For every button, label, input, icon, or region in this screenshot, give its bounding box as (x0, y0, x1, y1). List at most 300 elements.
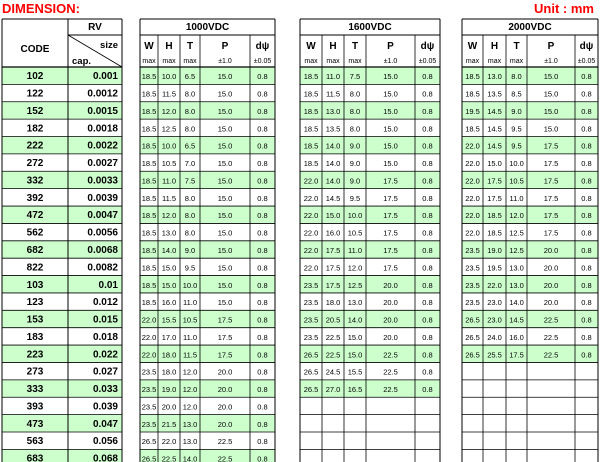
dimension-column-header: T (186, 41, 194, 52)
dimension-cell: 0.8 (257, 72, 268, 82)
tolerance-label: max (487, 58, 502, 65)
code-cell: 273 (26, 366, 44, 378)
code-cell: 682 (26, 244, 44, 256)
dimension-cell: 0.8 (422, 228, 433, 238)
dimension-cell: 10.5 (161, 159, 177, 169)
capacitance-cell: 0.018 (92, 331, 118, 343)
code-cell: 563 (26, 436, 44, 448)
dimension-cell: 15.0 (217, 263, 233, 273)
dimension-cell: 15.0 (217, 72, 233, 82)
dimension-cell: 0.8 (581, 193, 592, 203)
row-shade (140, 102, 275, 119)
dimension-cell: 9.0 (349, 141, 361, 151)
dimension-cell: 15.0 (383, 141, 398, 151)
dimension-column-header: P (221, 41, 229, 52)
dimension-cell: 22.0 (141, 315, 157, 325)
dimension-cell: 25.5 (487, 350, 502, 360)
row-shade (462, 206, 598, 223)
dimension-cell: 15.0 (543, 124, 559, 134)
dimension-cell: 11.0 (509, 193, 524, 203)
dimension-cell: 14.5 (325, 193, 341, 203)
dimension-cell: 18.5 (141, 106, 157, 116)
dimension-cell: 0.8 (422, 315, 433, 325)
tolerance-label: ±1.0 (544, 58, 558, 65)
dimension-cell: 17.5 (543, 193, 559, 203)
dimension-cell: 10.5 (182, 315, 198, 325)
dimension-cell: 0.8 (422, 350, 433, 360)
dimension-cell: 0.8 (257, 245, 268, 255)
code-cell: 182 (26, 123, 44, 135)
dimension-cell: 18.5 (141, 141, 157, 151)
dimension-cell: 18.0 (161, 367, 177, 377)
dimension-cell: 17.5 (325, 280, 341, 290)
dimension-cell: 0.8 (257, 402, 268, 412)
dimension-cell: 0.8 (257, 280, 268, 290)
dimension-cell: 0.8 (581, 159, 592, 169)
dimension-cell: 22.5 (161, 454, 177, 462)
dimension-cell: 6.5 (184, 141, 196, 151)
dimension-cell: 0.8 (257, 385, 268, 395)
dimension-cell: 15.0 (217, 193, 233, 203)
row-shade (462, 67, 598, 84)
dimension-cell: 0.8 (257, 106, 268, 116)
dimension-cell: 22.5 (383, 367, 398, 377)
dimension-cell: 18.5 (141, 211, 157, 221)
dimension-cell: 15.0 (487, 159, 502, 169)
capacitance-cell: 0.039 (92, 401, 118, 413)
dimension-cell: 24.5 (325, 367, 341, 377)
dimension-cell: 9.0 (184, 245, 196, 255)
dimension-cell: 12.5 (161, 124, 177, 134)
dimension-cell: 26.5 (465, 315, 480, 325)
row-shade (140, 276, 275, 293)
dimension-cell: 0.8 (422, 280, 433, 290)
tolerance-label: ±0.05 (253, 58, 272, 65)
dimension-column-header: dψ (255, 41, 270, 52)
dimension-cell: 0.8 (422, 263, 433, 273)
row-shade (140, 241, 275, 258)
dimension-cell: 10.5 (509, 176, 524, 186)
dimension-cell: 26.5 (303, 350, 319, 360)
dimension-cell: 18.5 (465, 124, 480, 134)
dimension-cell: 23.5 (465, 245, 480, 255)
dimension-cell: 15.0 (217, 298, 233, 308)
dimension-column-header: dψ (420, 41, 435, 52)
dimension-cell: 9.0 (511, 106, 522, 116)
dimension-cell: 7.5 (349, 72, 361, 82)
dimension-cell: 6.5 (184, 72, 196, 82)
tolerance-label: max (183, 58, 197, 65)
dimension-cell: 18.5 (303, 72, 319, 82)
dimension-cell: 0.8 (581, 263, 592, 273)
dimension-cell: 17.5 (325, 245, 341, 255)
row-shade (140, 380, 275, 397)
dimension-cell: 17.5 (383, 193, 398, 203)
row-shade (300, 67, 440, 84)
page-title: DIMENSION: (2, 1, 80, 16)
dimension-cell: 20.0 (217, 385, 233, 395)
tolerance-label: ±0.05 (577, 58, 596, 65)
dimension-cell: 10.0 (161, 141, 177, 151)
dimension-cell: 20.0 (543, 298, 559, 308)
capacitance-cell: 0.0082 (87, 262, 118, 274)
capacitance-cell: 0.027 (92, 366, 118, 378)
dimension-cell: 0.8 (581, 141, 592, 151)
dimension-cell: 13.5 (325, 124, 341, 134)
tolerance-label: max (142, 58, 156, 65)
dimension-cell: 23.5 (465, 298, 480, 308)
dimension-cell: 0.8 (422, 298, 433, 308)
dimension-cell: 18.5 (487, 228, 502, 238)
row-shade (140, 171, 275, 188)
dimension-cell: 22.0 (465, 159, 480, 169)
dimension-cell: 8.0 (184, 124, 196, 134)
dimension-cell: 0.8 (581, 350, 592, 360)
capacitance-cell: 0.033 (92, 384, 118, 396)
dimension-cell: 12.0 (182, 402, 198, 412)
dimension-cell: 18.5 (141, 228, 157, 238)
row-shade (300, 206, 440, 223)
dimension-cell: 12.0 (161, 211, 177, 221)
dimension-cell: 8.0 (349, 106, 361, 116)
capacitance-cell: 0.0056 (87, 227, 118, 239)
dimension-cell: 18.5 (465, 89, 480, 99)
dimension-cell: 22.5 (383, 350, 398, 360)
dimension-cell: 18.5 (303, 159, 319, 169)
code-cell: 272 (26, 158, 44, 170)
rv-header: RV (88, 22, 102, 33)
dimension-cell: 22.0 (303, 211, 319, 221)
dimension-cell: 15.5 (161, 315, 177, 325)
voltage-group-header: 2000VDC (508, 22, 552, 33)
row-shade (300, 345, 440, 362)
dimension-cell: 11.0 (325, 72, 341, 82)
tolerance-label: max (326, 58, 340, 65)
dimension-cell: 22.0 (303, 263, 319, 273)
dimension-cell: 12.0 (347, 263, 363, 273)
dimension-cell: 18.0 (161, 350, 177, 360)
dimension-cell: 18.5 (303, 89, 319, 99)
dimension-cell: 18.5 (465, 72, 480, 82)
dimension-cell: 8.0 (511, 72, 522, 82)
dimension-cell: 11.5 (161, 193, 177, 203)
row-shade (300, 102, 440, 119)
dimension-cell: 15.0 (217, 89, 233, 99)
dimension-cell: 0.8 (257, 89, 268, 99)
row-shade (300, 137, 440, 154)
row-shade (300, 380, 440, 397)
dimension-cell: 22.5 (383, 385, 398, 395)
dimension-cell: 18.5 (141, 245, 157, 255)
row-shade (140, 310, 275, 327)
dimension-cell: 0.8 (581, 106, 592, 116)
dimension-cell: 15.0 (217, 211, 233, 221)
code-cell: 472 (26, 210, 44, 222)
dimension-cell: 14.0 (509, 298, 524, 308)
dimension-cell: 17.5 (383, 228, 398, 238)
unit-label: Unit : mm (534, 1, 594, 16)
dimension-cell: 16.0 (325, 228, 341, 238)
dimension-cell: 7.0 (184, 159, 196, 169)
cap-label: cap. (72, 56, 92, 67)
row-shade (462, 102, 598, 119)
dimension-cell: 20.0 (543, 245, 559, 255)
dimension-cell: 26.5 (465, 350, 480, 360)
dimension-cell: 10.0 (509, 159, 524, 169)
dimension-cell: 26.5 (141, 437, 157, 447)
dimension-cell: 15.0 (383, 124, 398, 134)
dimension-cell: 26.5 (303, 367, 319, 377)
dimension-cell: 24.0 (487, 332, 502, 342)
dimension-cell: 9.0 (349, 159, 361, 169)
tolerance-label: ±0.05 (418, 58, 437, 65)
dimension-column-header: dψ (579, 41, 594, 52)
capacitance-cell: 0.015 (92, 314, 118, 326)
dimension-cell: 15.0 (217, 280, 233, 290)
dimension-cell: 11.0 (161, 176, 177, 186)
dimension-cell: 15.0 (543, 106, 559, 116)
dimension-cell: 15.0 (217, 159, 233, 169)
tolerance-label: max (162, 58, 176, 65)
dimension-cell: 0.8 (257, 367, 268, 377)
dimension-column-header: H (329, 41, 337, 52)
dimension-cell: 17.5 (487, 176, 502, 186)
row-shade (140, 67, 275, 84)
code-cell: 393 (26, 401, 44, 413)
dimension-cell: 8.0 (184, 106, 196, 116)
dimension-cell: 23.5 (141, 419, 157, 429)
dimension-cell: 19.5 (487, 263, 502, 273)
dimension-cell: 22.0 (303, 228, 319, 238)
dimension-cell: 0.8 (422, 124, 433, 134)
dimension-cell: 0.8 (422, 211, 433, 221)
dimension-cell: 18.5 (141, 298, 157, 308)
dimension-cell: 15.0 (383, 106, 398, 116)
code-cell: 392 (26, 192, 44, 204)
dimension-cell: 17.5 (217, 350, 233, 360)
dimension-cell: 20.0 (543, 263, 559, 273)
dimension-cell: 17.5 (383, 176, 398, 186)
dimension-cell: 22.0 (465, 141, 480, 151)
dimension-cell: 14.5 (487, 106, 502, 116)
dimension-cell: 0.8 (257, 176, 268, 186)
dimension-cell: 12.5 (347, 280, 363, 290)
dimension-cell: 13.0 (509, 263, 524, 273)
dimension-cell: 12.0 (509, 211, 524, 221)
dimension-cell: 0.8 (422, 106, 433, 116)
dimension-cell: 17.5 (543, 159, 559, 169)
dimension-cell: 15.0 (543, 72, 559, 82)
dimension-cell: 0.8 (257, 419, 268, 429)
code-cell: 332 (26, 175, 44, 187)
dimension-cell: 0.8 (422, 385, 433, 395)
tolerance-label: max (465, 58, 480, 65)
dimension-cell: 17.5 (383, 211, 398, 221)
code-cell: 223 (26, 349, 44, 361)
dimension-cell: 15.0 (347, 350, 363, 360)
dimension-cell: 15.0 (217, 141, 233, 151)
dimension-cell: 22.0 (465, 176, 480, 186)
dimension-cell: 15.0 (161, 263, 177, 273)
dimension-cell: 22.0 (303, 176, 319, 186)
capacitance-cell: 0.0012 (87, 88, 118, 100)
dimension-cell: 0.8 (257, 211, 268, 221)
dimension-cell: 14.0 (325, 141, 341, 151)
dimension-cell: 26.5 (303, 385, 319, 395)
code-cell: 102 (26, 71, 44, 83)
dimension-cell: 0.8 (422, 193, 433, 203)
dimension-column-header: W (306, 41, 316, 52)
code-cell: 562 (26, 227, 44, 239)
dimension-cell: 0.8 (581, 89, 592, 99)
dimension-cell: 17.5 (487, 193, 502, 203)
dimension-cell: 9.5 (349, 193, 361, 203)
dimension-cell: 23.5 (303, 280, 319, 290)
code-cell: 153 (26, 314, 44, 326)
dimension-cell: 26.5 (141, 454, 157, 462)
dimension-cell: 9.5 (511, 141, 522, 151)
dimension-cell: 16.0 (161, 298, 177, 308)
dimension-cell: 17.5 (543, 228, 559, 238)
dimension-cell: 23.5 (303, 298, 319, 308)
tolerance-label: ±1.0 (383, 58, 398, 65)
code-cell: 333 (26, 384, 44, 396)
dimension-cell: 20.0 (217, 402, 233, 412)
dimension-cell: 20.0 (217, 419, 233, 429)
dimension-cell: 15.0 (217, 106, 233, 116)
dimension-cell: 11.0 (347, 245, 363, 255)
dimension-cell: 8.0 (184, 193, 196, 203)
dimension-cell: 8.0 (349, 89, 361, 99)
dimension-cell: 17.5 (217, 332, 233, 342)
capacitance-cell: 0.0039 (87, 192, 118, 204)
dimension-cell: 13.0 (325, 106, 341, 116)
dimension-cell: 22.0 (465, 211, 480, 221)
dimension-cell: 13.0 (347, 298, 363, 308)
capacitance-cell: 0.012 (92, 297, 118, 309)
dimension-cell: 0.8 (581, 72, 592, 82)
dimension-cell: 11.5 (161, 89, 177, 99)
dimension-column-header: W (467, 41, 478, 52)
dimension-cell: 10.0 (182, 280, 198, 290)
dimension-cell: 15.0 (217, 228, 233, 238)
dimension-cell: 15.0 (347, 332, 363, 342)
dimension-cell: 17.5 (383, 245, 398, 255)
code-cell: 183 (26, 331, 44, 343)
dimension-cell: 7.5 (184, 176, 196, 186)
dimension-cell: 11.0 (182, 332, 198, 342)
dimension-column-header: P (547, 41, 555, 52)
voltage-group-header: 1600VDC (348, 22, 392, 33)
dimension-cell: 22.5 (325, 350, 341, 360)
dimension-cell: 0.8 (581, 280, 592, 290)
dimension-cell: 15.0 (217, 176, 233, 186)
dimension-cell: 0.8 (422, 245, 433, 255)
dimension-cell: 23.5 (465, 280, 480, 290)
dimension-cell: 22.5 (325, 332, 341, 342)
dimension-cell: 23.5 (303, 315, 319, 325)
capacitance-cell: 0.0018 (87, 123, 118, 135)
dimension-cell: 27.0 (325, 385, 341, 395)
dimension-cell: 18.5 (141, 176, 157, 186)
dimension-cell: 12.0 (161, 106, 177, 116)
dimension-cell: 16.0 (509, 332, 524, 342)
dimension-cell: 0.8 (422, 72, 433, 82)
tolerance-label: max (509, 58, 524, 65)
size-label: size (100, 40, 118, 51)
row-shade (300, 310, 440, 327)
dimension-cell: 0.8 (257, 350, 268, 360)
dimension-cell: 12.0 (182, 367, 198, 377)
dimension-cell: 0.8 (257, 437, 268, 447)
dimension-cell: 13.0 (487, 72, 502, 82)
row-shade (300, 276, 440, 293)
dimension-cell: 0.8 (257, 193, 268, 203)
row-shade (140, 449, 275, 462)
dimension-cell: 18.5 (141, 159, 157, 169)
dimension-cell: 22.0 (465, 193, 480, 203)
dimension-cell: 17.5 (509, 350, 524, 360)
dimension-cell: 15.0 (383, 89, 398, 99)
dimension-cell: 22.5 (543, 315, 559, 325)
dimension-cell: 18.5 (141, 280, 157, 290)
dimension-cell: 13.5 (487, 89, 502, 99)
dimension-cell: 20.5 (325, 315, 341, 325)
dimension-cell: 22.0 (141, 332, 157, 342)
capacitance-cell: 0.0027 (87, 158, 118, 170)
dimension-cell: 13.0 (182, 419, 198, 429)
capacitance-cell: 0.022 (92, 349, 118, 361)
dimension-cell: 0.8 (257, 315, 268, 325)
dimension-cell: 0.8 (581, 124, 592, 134)
dimension-cell: 23.5 (141, 402, 157, 412)
dimension-cell: 0.8 (422, 159, 433, 169)
dimension-cell: 0.8 (422, 176, 433, 186)
dimension-cell: 0.8 (581, 228, 592, 238)
capacitance-cell: 0.01 (98, 279, 118, 291)
dimension-cell: 0.8 (422, 89, 433, 99)
row-shade (140, 345, 275, 362)
dimension-cell: 11.5 (182, 350, 198, 360)
capacitance-cell: 0.068 (92, 453, 118, 462)
dimension-cell: 0.8 (257, 159, 268, 169)
row-shade (140, 206, 275, 223)
dimension-cell: 18.5 (141, 89, 157, 99)
dimension-cell: 15.0 (217, 245, 233, 255)
row-shade (462, 171, 598, 188)
dimension-cell: 8.0 (184, 89, 196, 99)
capacitance-cell: 0.0015 (87, 105, 118, 117)
dimension-cell: 20.0 (383, 280, 398, 290)
dimension-cell: 9.0 (349, 176, 361, 186)
dimension-cell: 23.0 (487, 315, 502, 325)
dimension-cell: 13.0 (161, 228, 177, 238)
dimension-cell: 0.8 (257, 141, 268, 151)
dimension-cell: 0.8 (581, 332, 592, 342)
row-shade (462, 310, 598, 327)
dimension-cell: 17.5 (543, 176, 559, 186)
dimension-cell: 0.8 (257, 228, 268, 238)
dimension-cell: 14.5 (487, 141, 502, 151)
row-shade (462, 137, 598, 154)
row-shade (462, 241, 598, 258)
dimension-cell: 18.0 (325, 298, 341, 308)
dimension-cell: 15.0 (325, 211, 341, 221)
dimension-cell: 13.0 (182, 437, 198, 447)
dimension-cell: 8.5 (511, 89, 522, 99)
dimension-column-header: H (165, 41, 173, 52)
tolerance-label: max (348, 58, 362, 65)
